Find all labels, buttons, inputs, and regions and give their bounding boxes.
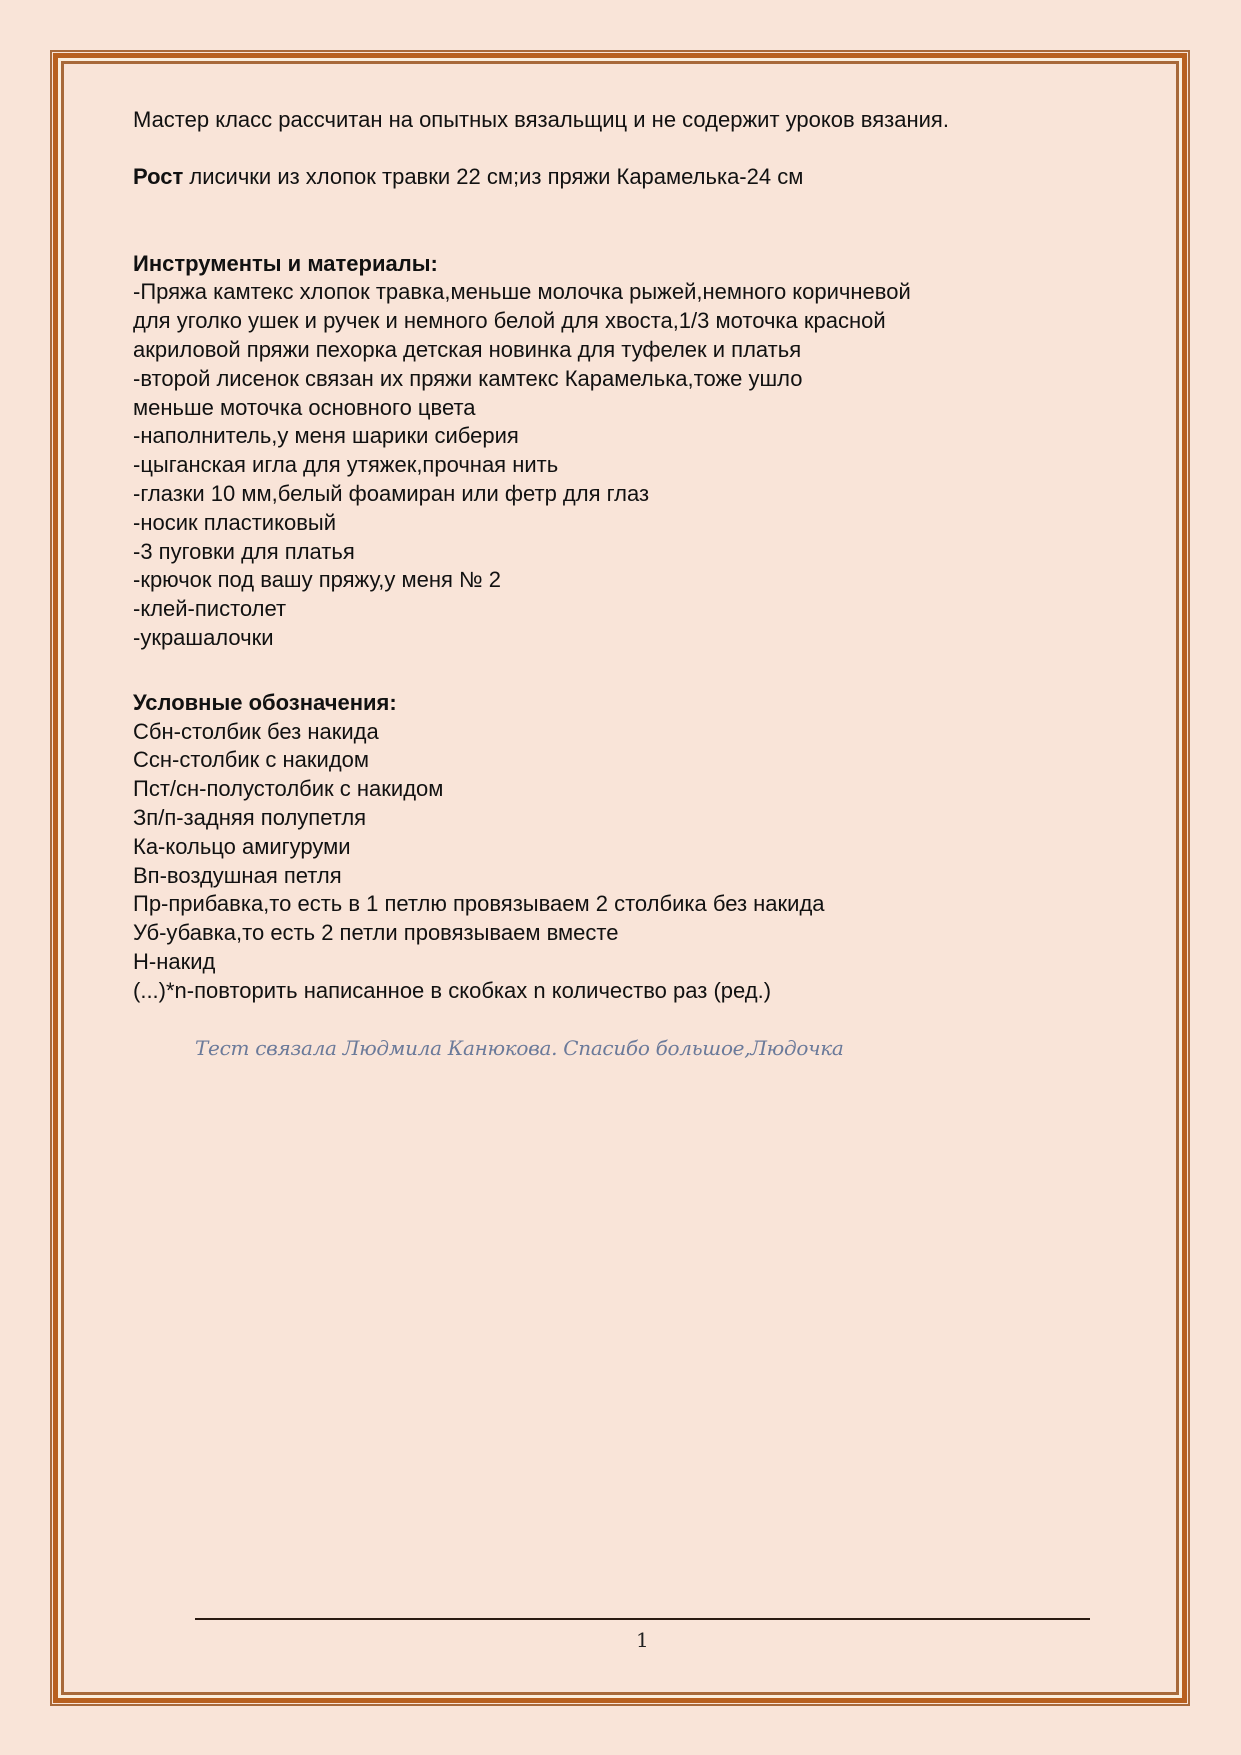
footer-divider: [195, 1618, 1090, 1620]
legend-line: Пр-прибавка,то есть в 1 петлю провязываем 2 столбика без накида: [133, 891, 825, 917]
materials-heading: [133, 250, 1083, 279]
legend-line: Вп-воздушная петля: [133, 862, 342, 888]
legend-list: [133, 718, 1083, 1006]
materials-line: для уголко ушек и ручек и немного белой для хвоста,1/3 моточка красной: [133, 308, 886, 334]
materials-line: -украшалочки: [133, 624, 274, 650]
materials-line: -глазки 10 мм,белый фоамиран или фетр для глаз: [133, 480, 650, 506]
height-text: лисички из хлопок травки 22 см;из пряжи Карамелька-24 см: [183, 163, 804, 189]
document-body: [133, 106, 1083, 1006]
materials-list: [133, 278, 1083, 652]
materials-line: меньше моточка основного цвета: [133, 394, 476, 420]
legend-line: (...)*n-повторить написанное в скобках n количество раз (ред.): [133, 977, 772, 1003]
legend-line: Н-накид: [133, 948, 216, 974]
materials-line: -клей-пистолет: [133, 596, 287, 622]
legend-line: Уб-убавка,то есть 2 петли провязываем вместе: [133, 920, 619, 946]
thanks-note: Тест связала Людмила Канюкова. Спасибо большое,Людочка: [195, 1036, 844, 1060]
height-paragraph: [133, 163, 1083, 192]
legend-line: Пст/сн-полустолбик с накидом: [133, 776, 444, 802]
materials-line: акриловой пряжи пехорка детская новинка для туфелек и платья: [133, 336, 802, 362]
page-number: 1: [636, 1628, 649, 1652]
legend-heading: [133, 689, 1083, 718]
materials-line: -3 пуговки для платья: [133, 538, 355, 564]
intro-paragraph: Мастер класс рассчитан на опытных вязальщиц и не содержит уроков вязания.: [133, 107, 949, 132]
materials-line: -Пряжа камтекс хлопок травка,меньше молочка рыжей,немного коричневой: [133, 279, 911, 305]
legend-line: Ссн-столбик с накидом: [133, 747, 370, 773]
legend-line: Зп/п-задняя полупетля: [133, 804, 367, 830]
materials-line: -цыганская игла для утяжек,прочная нить: [133, 452, 559, 478]
legend-line: Сбн-столбик без накида: [133, 718, 379, 744]
height-label: Рост: [133, 163, 184, 189]
legend-heading-text: Условные обозначения:: [133, 689, 397, 715]
legend-line: Ка-кольцо амигуруми: [133, 833, 351, 859]
materials-line: -наполнитель,у меня шарики сиберия: [133, 423, 519, 449]
materials-line: -носик пластиковый: [133, 509, 336, 535]
materials-line: -второй лисенок связан их пряжи камтекс Карамелька,тоже ушло: [133, 365, 803, 391]
materials-heading-text: Инструменты и материалы:: [133, 250, 438, 276]
materials-line: -крючок под вашу пряжу,у меня № 2: [133, 567, 501, 593]
